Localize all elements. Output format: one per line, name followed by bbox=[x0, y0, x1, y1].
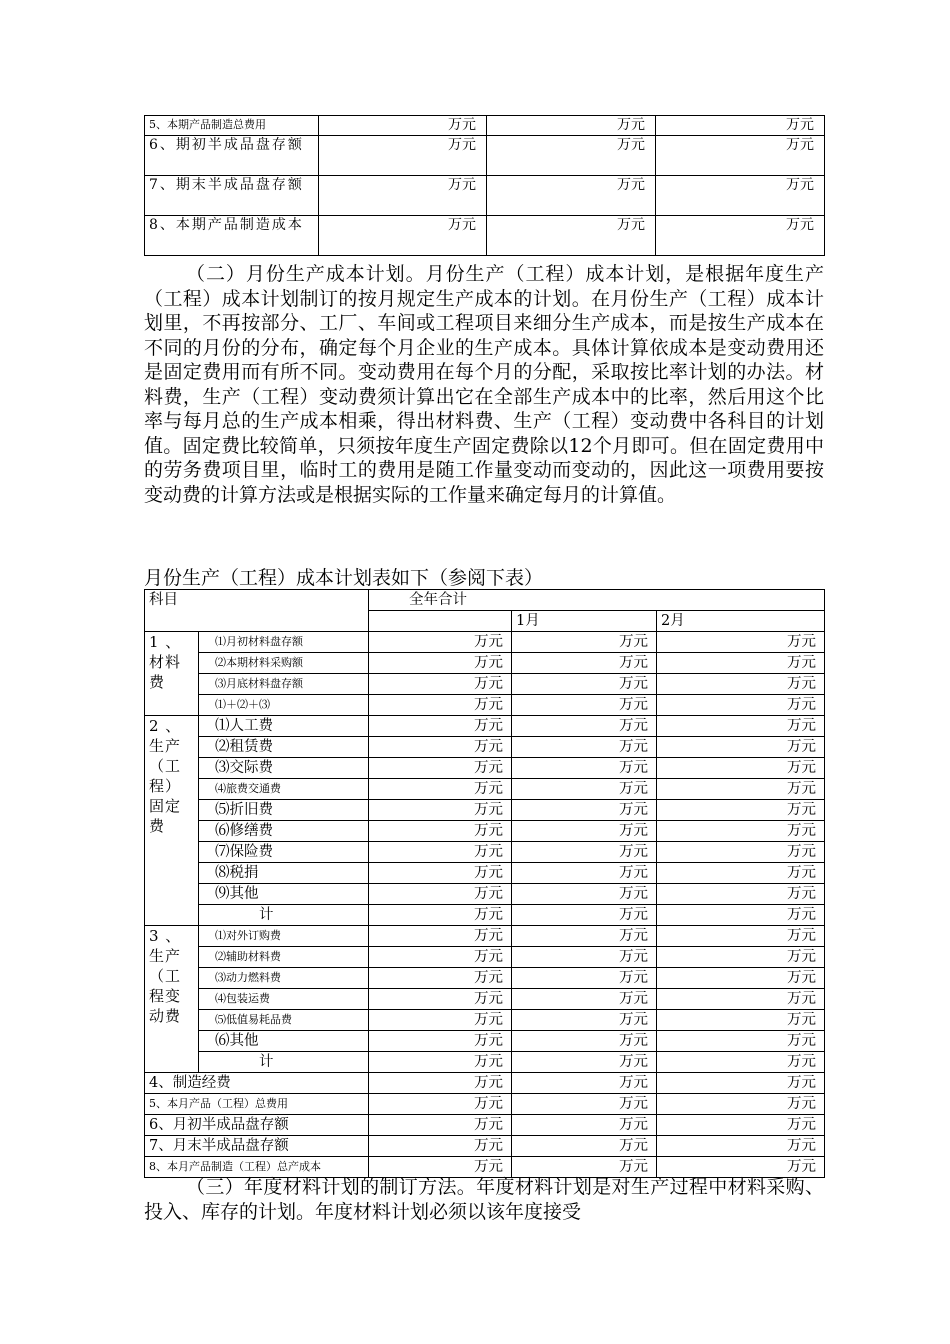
unit-cell: 万元 bbox=[656, 216, 825, 256]
summary-label: 6、月初半成品盘存额 bbox=[145, 1115, 369, 1136]
item-label: ⑶月底材料盘存额 bbox=[199, 674, 369, 695]
cost-table-continued bbox=[144, 115, 825, 256]
summary-label: 4、制造经费 bbox=[145, 1073, 369, 1094]
category-label: 1 、材料费 bbox=[145, 632, 199, 716]
item-label: ⑵本期材料采购额 bbox=[199, 653, 369, 674]
unit-cell: 万元 bbox=[369, 1115, 512, 1136]
unit-cell: 万元 bbox=[657, 842, 825, 863]
item-label: ⑸低值易耗品费 bbox=[199, 1010, 369, 1031]
table-row bbox=[145, 1094, 825, 1115]
unit-cell: 万元 bbox=[319, 136, 487, 176]
table-row bbox=[145, 800, 825, 821]
table-row bbox=[145, 695, 825, 716]
unit-cell: 万元 bbox=[657, 800, 825, 821]
table-row bbox=[145, 884, 825, 905]
unit-cell: 万元 bbox=[657, 653, 825, 674]
unit-cell: 万元 bbox=[369, 716, 512, 737]
table-row bbox=[145, 968, 825, 989]
table-row bbox=[145, 1052, 825, 1073]
table-row bbox=[145, 1136, 825, 1157]
item-label: ⑻税捐 bbox=[199, 863, 369, 884]
table-row bbox=[145, 176, 825, 216]
unit-cell: 万元 bbox=[657, 821, 825, 842]
unit-cell: 万元 bbox=[512, 758, 657, 779]
table-row bbox=[145, 1115, 825, 1136]
paragraph-monthly-cost-plan: （二）月份生产成本计划。月份生产（工程）成本计划，是根据年度生产（工程）成本计划制订的按月规定生产成本的计划。在月份生产（工程）成本计划里，不再按部分、工厂、车间或工程项目来细分生产成本，而是按生产成本在不同的月份的分布，确定每个月企业的生产成本。具体计算依成本是变动费用还是固定费用而有所不同。变动费用在每个月的分配，采取按比率计划的办法。材料费，生产（工程）变动费须计算出它在全部生产成本中的比率，然后用这个比率与每月总的生产成本相乘，得出材料费、生产（工程）变动费中各科目的计划值。固定费比较简单，只须按年度生产固定费除以12个月即可。但在固定费用中的劳务费项目里，临时工的费用是随工作量变动而变动的，因此这一项费用要按变动费的计算方法或是根据实际的工作量来确定每月的计算值。 bbox=[144, 263, 824, 506]
unit-cell: 万元 bbox=[512, 1115, 657, 1136]
unit-cell: 万元 bbox=[369, 758, 512, 779]
unit-cell: 万元 bbox=[369, 1094, 512, 1115]
item-label: ⑸折旧费 bbox=[199, 800, 369, 821]
unit-cell: 万元 bbox=[369, 821, 512, 842]
unit-cell: 万元 bbox=[369, 1157, 512, 1178]
unit-cell: 万元 bbox=[512, 1031, 657, 1052]
table-row bbox=[145, 1010, 825, 1031]
unit-cell: 万元 bbox=[369, 1031, 512, 1052]
item-label: ⑹修缮费 bbox=[199, 821, 369, 842]
monthly-cost-plan-table bbox=[144, 589, 825, 1178]
item-label: ⑼其他 bbox=[199, 884, 369, 905]
item-label: ⑷旅费交通费 bbox=[199, 779, 369, 800]
unit-cell: 万元 bbox=[657, 989, 825, 1010]
table-row bbox=[145, 1073, 825, 1094]
unit-cell: 万元 bbox=[512, 716, 657, 737]
unit-cell: 万元 bbox=[512, 842, 657, 863]
item-label: ⑴＋⑵＋⑶ bbox=[199, 695, 369, 716]
item-label: ⑵辅助材料费 bbox=[199, 947, 369, 968]
unit-cell: 万元 bbox=[657, 1073, 825, 1094]
unit-cell: 万元 bbox=[512, 905, 657, 926]
table-row bbox=[145, 136, 825, 176]
unit-cell: 万元 bbox=[369, 926, 512, 947]
unit-cell: 万元 bbox=[512, 1094, 657, 1115]
header-subject: 科目 bbox=[145, 590, 369, 632]
unit-cell: 万元 bbox=[512, 1052, 657, 1073]
table-row bbox=[145, 674, 825, 695]
unit-cell: 万元 bbox=[319, 176, 487, 216]
category-label: 3 、生产（工程变动费 bbox=[145, 926, 199, 1073]
unit-cell: 万元 bbox=[512, 632, 657, 653]
unit-cell: 万元 bbox=[657, 758, 825, 779]
unit-cell: 万元 bbox=[369, 779, 512, 800]
unit-cell: 万元 bbox=[369, 863, 512, 884]
unit-cell: 万元 bbox=[512, 674, 657, 695]
header-blank bbox=[369, 611, 512, 632]
item-label: ⑴月初材料盘存额 bbox=[199, 632, 369, 653]
unit-cell: 万元 bbox=[369, 1136, 512, 1157]
unit-cell: 万元 bbox=[657, 737, 825, 758]
summary-label: 7、月末半成品盘存额 bbox=[145, 1136, 369, 1157]
unit-cell: 万元 bbox=[369, 884, 512, 905]
table-row bbox=[145, 947, 825, 968]
table-row bbox=[145, 653, 825, 674]
unit-cell: 万元 bbox=[512, 779, 657, 800]
unit-cell: 万元 bbox=[657, 926, 825, 947]
row-label: 7、期末半成品盘存额 bbox=[145, 176, 319, 216]
unit-cell: 万元 bbox=[512, 884, 657, 905]
unit-cell: 万元 bbox=[319, 116, 487, 136]
unit-cell: 万元 bbox=[657, 1010, 825, 1031]
item-label: 计 bbox=[199, 905, 369, 926]
unit-cell: 万元 bbox=[657, 905, 825, 926]
unit-cell: 万元 bbox=[369, 695, 512, 716]
unit-cell: 万元 bbox=[657, 716, 825, 737]
category-label: 2 、生产（工程）固定费 bbox=[145, 716, 199, 926]
table-row bbox=[145, 821, 825, 842]
summary-label: 8、本月产品制造（工程）总产成本 bbox=[145, 1157, 369, 1178]
table-row bbox=[145, 116, 825, 136]
unit-cell: 万元 bbox=[657, 1157, 825, 1178]
unit-cell: 万元 bbox=[656, 116, 825, 136]
unit-cell: 万元 bbox=[657, 632, 825, 653]
header-annual-total: 全年合计 bbox=[369, 590, 825, 611]
table-row bbox=[145, 1031, 825, 1052]
unit-cell: 万元 bbox=[369, 842, 512, 863]
unit-cell: 万元 bbox=[369, 1010, 512, 1031]
item-label: ⑶动力燃料费 bbox=[199, 968, 369, 989]
unit-cell: 万元 bbox=[369, 947, 512, 968]
item-label: ⑵租赁费 bbox=[199, 737, 369, 758]
table-row bbox=[145, 632, 825, 653]
unit-cell: 万元 bbox=[369, 653, 512, 674]
paragraph-annual-material-plan: （三）年度材料计划的制订方法。年度材料计划是对生产过程中材料采购、投入、库存的计划。年度材料计划必须以该年度接受 bbox=[144, 1176, 824, 1223]
unit-cell: 万元 bbox=[512, 1136, 657, 1157]
unit-cell: 万元 bbox=[512, 926, 657, 947]
unit-cell: 万元 bbox=[512, 821, 657, 842]
table-row bbox=[145, 758, 825, 779]
table-caption: 月份生产（工程）成本计划表如下（参阅下表） bbox=[144, 567, 544, 589]
table-row bbox=[145, 905, 825, 926]
unit-cell: 万元 bbox=[369, 968, 512, 989]
unit-cell: 万元 bbox=[512, 947, 657, 968]
table-row bbox=[145, 863, 825, 884]
unit-cell: 万元 bbox=[657, 947, 825, 968]
item-label: ⑹其他 bbox=[199, 1031, 369, 1052]
table-row bbox=[145, 779, 825, 800]
unit-cell: 万元 bbox=[657, 674, 825, 695]
unit-cell: 万元 bbox=[369, 674, 512, 695]
unit-cell: 万元 bbox=[657, 1115, 825, 1136]
header-month-1: 1月 bbox=[512, 611, 657, 632]
unit-cell: 万元 bbox=[512, 653, 657, 674]
unit-cell: 万元 bbox=[657, 1136, 825, 1157]
table-row bbox=[145, 842, 825, 863]
unit-cell: 万元 bbox=[487, 116, 656, 136]
table-row bbox=[145, 737, 825, 758]
unit-cell: 万元 bbox=[512, 737, 657, 758]
unit-cell: 万元 bbox=[512, 800, 657, 821]
unit-cell: 万元 bbox=[487, 216, 656, 256]
item-label: ⑺保险费 bbox=[199, 842, 369, 863]
unit-cell: 万元 bbox=[657, 1031, 825, 1052]
unit-cell: 万元 bbox=[657, 1094, 825, 1115]
item-label: ⑶交际费 bbox=[199, 758, 369, 779]
unit-cell: 万元 bbox=[656, 136, 825, 176]
table-row bbox=[145, 926, 825, 947]
unit-cell: 万元 bbox=[319, 216, 487, 256]
unit-cell: 万元 bbox=[369, 905, 512, 926]
unit-cell: 万元 bbox=[487, 176, 656, 216]
header-row bbox=[145, 590, 825, 611]
summary-label: 5、本月产品（工程）总费用 bbox=[145, 1094, 369, 1115]
unit-cell: 万元 bbox=[657, 779, 825, 800]
item-label: 计 bbox=[199, 1052, 369, 1073]
header-month-2: 2月 bbox=[657, 611, 825, 632]
table-row bbox=[145, 716, 825, 737]
unit-cell: 万元 bbox=[369, 989, 512, 1010]
item-label: ⑴人工费 bbox=[199, 716, 369, 737]
unit-cell: 万元 bbox=[657, 1052, 825, 1073]
unit-cell: 万元 bbox=[369, 737, 512, 758]
unit-cell: 万元 bbox=[512, 1073, 657, 1094]
unit-cell: 万元 bbox=[512, 989, 657, 1010]
unit-cell: 万元 bbox=[487, 136, 656, 176]
unit-cell: 万元 bbox=[512, 1010, 657, 1031]
unit-cell: 万元 bbox=[512, 863, 657, 884]
unit-cell: 万元 bbox=[656, 176, 825, 216]
unit-cell: 万元 bbox=[657, 695, 825, 716]
row-label: 8、本期产品制造成本 bbox=[145, 216, 319, 256]
unit-cell: 万元 bbox=[512, 695, 657, 716]
unit-cell: 万元 bbox=[369, 1052, 512, 1073]
row-label: 5、本期产品制造总费用 bbox=[145, 116, 319, 136]
item-label: ⑴对外订购费 bbox=[199, 926, 369, 947]
unit-cell: 万元 bbox=[512, 968, 657, 989]
row-label: 6、期初半成品盘存额 bbox=[145, 136, 319, 176]
unit-cell: 万元 bbox=[369, 800, 512, 821]
table-row bbox=[145, 989, 825, 1010]
table-row bbox=[145, 216, 825, 256]
item-label: ⑷包装运费 bbox=[199, 989, 369, 1010]
unit-cell: 万元 bbox=[369, 632, 512, 653]
unit-cell: 万元 bbox=[512, 1157, 657, 1178]
unit-cell: 万元 bbox=[657, 884, 825, 905]
unit-cell: 万元 bbox=[657, 968, 825, 989]
unit-cell: 万元 bbox=[369, 1073, 512, 1094]
unit-cell: 万元 bbox=[657, 863, 825, 884]
